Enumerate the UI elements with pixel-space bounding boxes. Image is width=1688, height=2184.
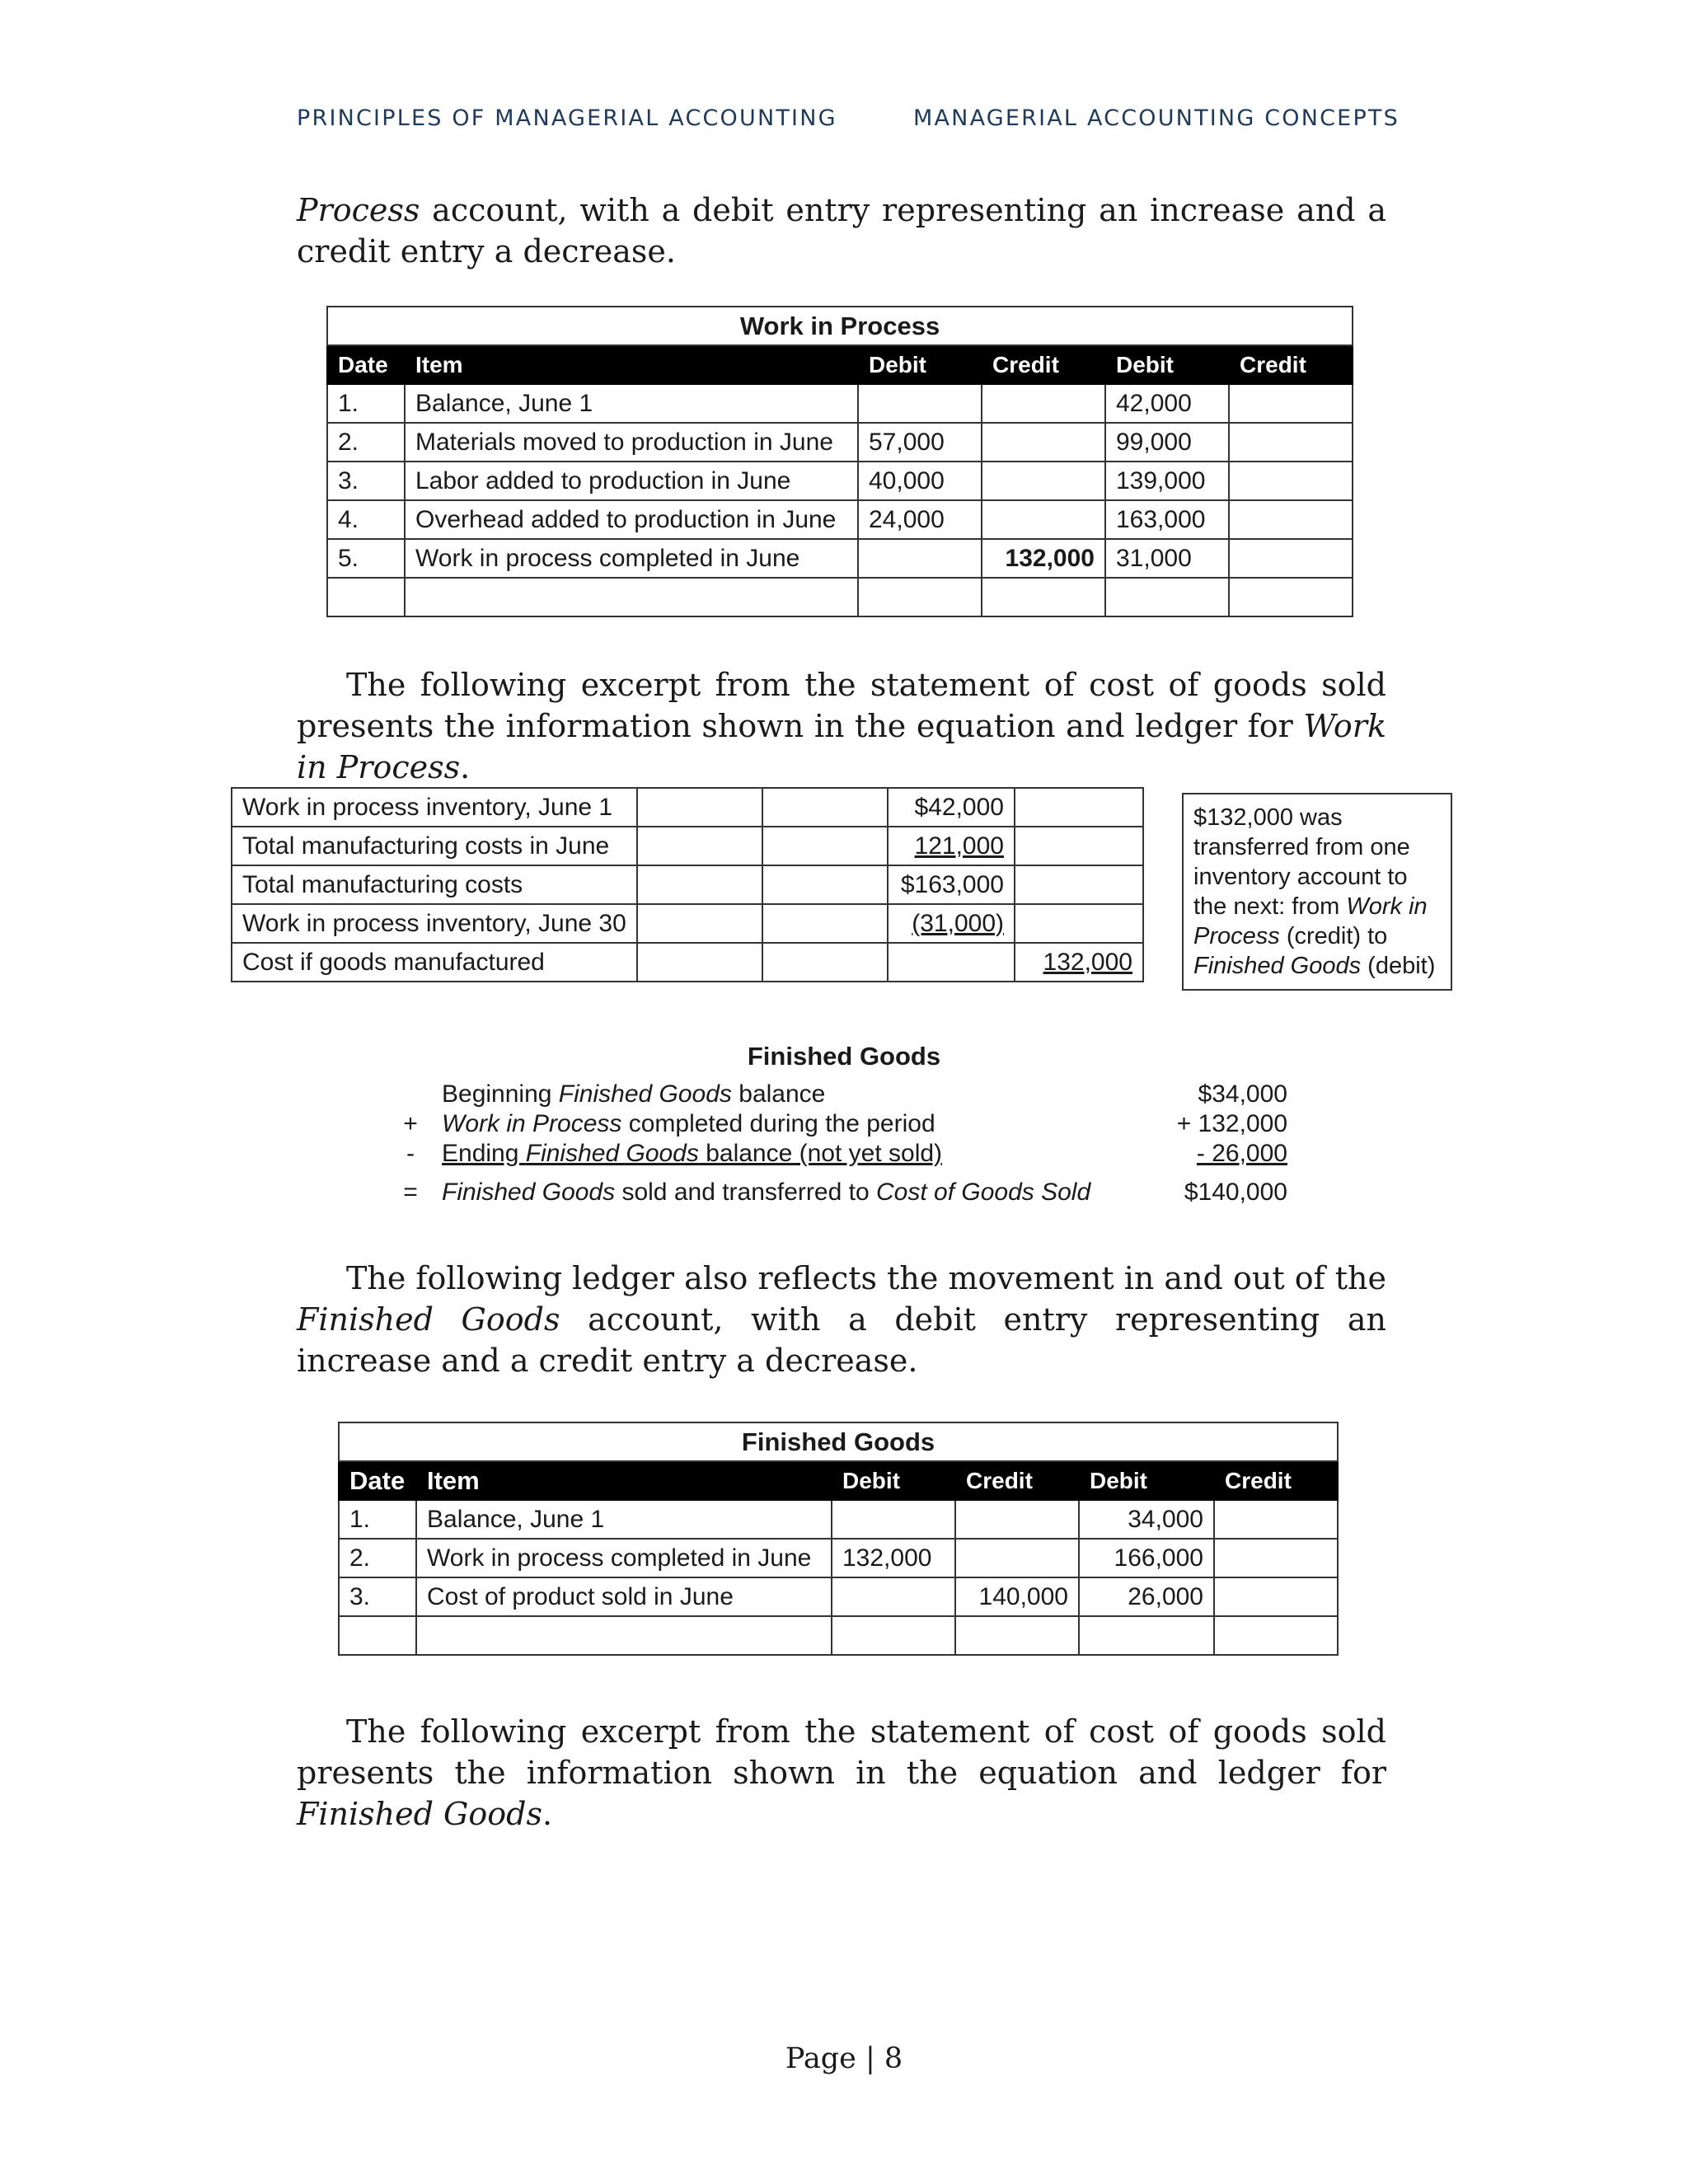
table-row [327, 578, 1353, 616]
table-row: Total manufacturing costs $163,000 [232, 865, 1143, 904]
table-row: Work in process inventory, June 1 $42,000 [232, 788, 1143, 827]
table-row: 4. Overhead added to production in June 24,000 163,000 [327, 500, 1353, 539]
finished-goods-ledger-paragraph: The following ledger also reflects the movement in and out of the Finished Goods account, with a debit entry representing an increase and a credit entry a decrease. [297, 1260, 1386, 1379]
table-row: Work in process inventory, June 30 (31,000) [232, 904, 1143, 943]
equation-symbol: - [406, 1140, 415, 1167]
col-debit: Debit [832, 1461, 955, 1500]
col-credit: Credit [955, 1461, 1079, 1500]
running-header-left: PRINCIPLES OF MANAGERIAL ACCOUNTING [297, 105, 837, 131]
table-row [339, 1616, 1338, 1655]
ledger-title: Work in Process [327, 307, 1353, 345]
table-row: Total manufacturing costs in June 121,000 [232, 827, 1143, 865]
col-item: Item [405, 345, 858, 384]
equation-line-sold: Finished Goods sold and transferred to Cost of Goods Sold [442, 1179, 1091, 1206]
col-balance-credit: Credit [1214, 1461, 1338, 1500]
col-balance-debit: Debit [1105, 345, 1229, 384]
transfer-note-box: $132,000 was transferred from one inventory account to the next: from Work in Process (credit) to Finished Goods (debit) [1182, 793, 1452, 991]
equation-line-beginning: Beginning Finished Goods balance [442, 1080, 826, 1108]
table-row: 2. Work in process completed in June 132,000 166,000 [339, 1539, 1338, 1577]
fg-excerpt-paragraph: The following excerpt from the statement of cost of goods sold presents the information shown in the equation and ledger for Finished Goods. [297, 1713, 1386, 1832]
finished-goods-equation-title: Finished Goods [747, 1042, 941, 1071]
col-debit: Debit [858, 345, 982, 384]
col-credit: Credit [982, 345, 1105, 384]
col-date: Date [327, 345, 405, 384]
work-in-process-ledger [326, 306, 1353, 617]
col-date: Date [339, 1461, 416, 1500]
equation-line-ending: Ending Finished Goods balance (not yet sold) [442, 1140, 943, 1167]
col-item: Item [416, 1461, 832, 1500]
table-row: Cost if goods manufactured 132,000 [232, 943, 1143, 982]
ledger-title: Finished Goods [339, 1422, 1338, 1461]
table-row: 2. Materials moved to production in June 57,000 99,000 [327, 423, 1353, 462]
table-row: 5. Work in process completed in June 132,000 31,000 [327, 539, 1353, 578]
table-row: 3. Labor added to production in June 40,000 139,000 [327, 462, 1353, 500]
equation-amount: $34,000 [1198, 1080, 1287, 1108]
equation-symbol: + [403, 1110, 418, 1137]
equation-amount: $140,000 [1184, 1179, 1287, 1206]
table-row: 3. Cost of product sold in June 140,000 26,000 [339, 1577, 1338, 1616]
wip-excerpt-paragraph: The following excerpt from the statement of cost of goods sold presents the information shown in the equation and ledger for Work in Process. [297, 667, 1386, 785]
cogs-wip-excerpt-table [231, 787, 1144, 982]
equation-amount: - 26,000 [1196, 1140, 1287, 1167]
page-number: Page | 8 [785, 2042, 903, 2075]
running-header-right: MANAGERIAL ACCOUNTING CONCEPTS [913, 105, 1400, 131]
finished-goods-ledger [338, 1422, 1339, 1656]
col-balance-credit: Credit [1229, 345, 1353, 384]
intro-paragraph: Process account, with a debit entry representing an increase and a credit entry a decrease. [297, 192, 1386, 269]
table-row: 1. Balance, June 1 34,000 [339, 1500, 1338, 1539]
ledger-header-row [327, 345, 1353, 384]
table-row: 1. Balance, June 1 42,000 [327, 384, 1353, 423]
ledger-header-row [339, 1461, 1338, 1500]
equation-amount: + 132,000 [1176, 1110, 1287, 1137]
col-balance-debit: Debit [1079, 1461, 1214, 1500]
equation-symbol: = [403, 1179, 418, 1206]
equation-line-completed: Work in Process completed during the period [442, 1110, 935, 1137]
